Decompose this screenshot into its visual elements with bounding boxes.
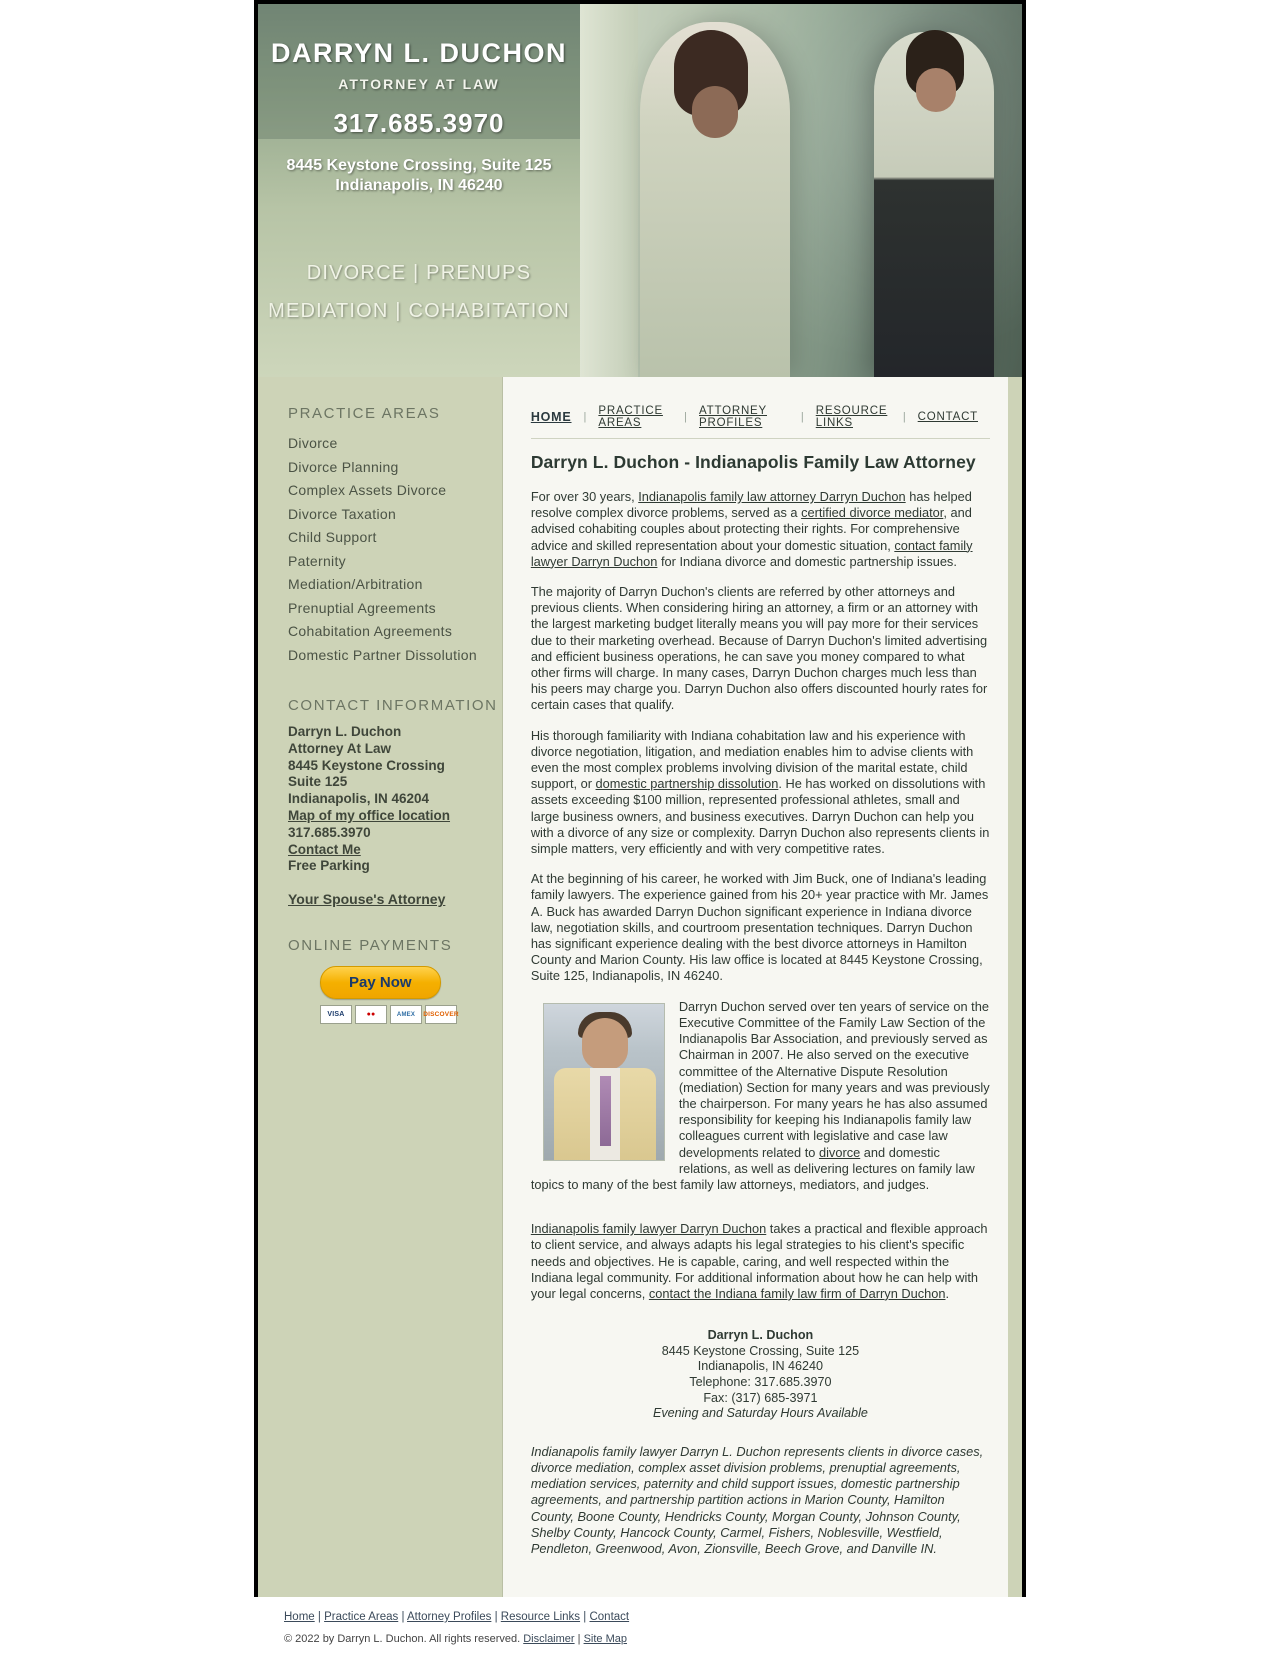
intro-text-a: For over 30 years, <box>530 489 639 504</box>
photo-figure-man <box>874 32 994 377</box>
map-office-location-link[interactable]: Map of my office location <box>288 807 451 823</box>
site-header-banner <box>258 4 1022 377</box>
header-phone: 317.685.3970 <box>333 108 505 138</box>
experience-text-b: . He has worked on dissolutions with assets exceeding $100 million, represented professional athletes, small and large business owners, and business executives. Darryn Duchon can help you with a divorce of any size or complexity. Darryn Duchon also represents clients in simple matters, very efficiently and with very competitive rates. <box>530 776 990 857</box>
footer-link-resource-links[interactable]: Resource Links <box>500 1611 581 1624</box>
link-contact-family-lawyer[interactable]: contact family lawyer Darryn Duchon <box>530 537 973 569</box>
contact-city-state-zip: Indianapolis, IN 46204 <box>288 791 430 807</box>
header-tagline-line1: DIVORCE | PRENUPS <box>306 262 532 284</box>
nav-resource-links[interactable]: RESOURCE LINKS <box>815 405 888 429</box>
online-payments-block <box>288 966 502 1024</box>
nav-separator: | <box>902 411 906 423</box>
nav-separator: | <box>684 411 688 423</box>
signature-telephone: Telephone: 317.685.3970 <box>689 1374 832 1389</box>
link-indianapolis-family-lawyer[interactable]: Indianapolis family lawyer Darryn Duchon <box>530 1221 767 1237</box>
sidebar-item-child-support[interactable]: Child Support <box>288 529 377 545</box>
contact-suite: Suite 125 <box>288 774 348 790</box>
signature-city: Indianapolis, IN 46240 <box>697 1359 824 1374</box>
footer-link-contact[interactable]: Contact <box>589 1611 630 1624</box>
contact-information-heading: CONTACT INFORMATION <box>288 697 498 714</box>
intro-text-c: , and advised cohabiting couples about protecting their rights. For comprehensive advice and skilled representation about your domestic situation, <box>530 505 972 553</box>
approach-paragraph <box>531 1221 990 1302</box>
sidebar-item-complex-assets-divorce[interactable]: Complex Assets Divorce <box>288 482 447 498</box>
body-row <box>258 377 1022 1597</box>
sidebar-item-divorce-planning[interactable]: Divorce Planning <box>288 458 399 475</box>
nav-separator: | <box>800 411 804 423</box>
intro-paragraph <box>531 489 990 570</box>
content-panel <box>502 377 1008 1597</box>
contact-phone: 317.685.3970 <box>288 824 371 840</box>
signature-street: 8445 Keystone Crossing, Suite 125 <box>661 1343 860 1358</box>
footer-separator: | <box>583 1611 587 1624</box>
sidebar-item-divorce-taxation[interactable]: Divorce Taxation <box>288 505 397 522</box>
page-title: Darryn L. Duchon - Indianapolis Family Law Attorney <box>530 452 976 472</box>
contact-street: 8445 Keystone Crossing <box>288 757 445 773</box>
nav-contact[interactable]: CONTACT <box>917 411 978 423</box>
footer-link-attorney-profiles[interactable]: Attorney Profiles <box>407 1611 492 1624</box>
content-column <box>502 377 1022 1597</box>
practice-areas-heading: PRACTICE AREAS <box>288 405 441 422</box>
link-certified-divorce-mediator[interactable]: certified divorce mediator <box>801 505 944 521</box>
footer-separator: | <box>317 1611 321 1624</box>
experience-text-a: His thorough familiarity with Indiana cohabitation law and his experience with divorce negotiation, litigation, and mediation enables him to advise clients with even the most complex problems involving division of the marital estate, child support, or <box>530 727 974 792</box>
sidebar-item-paternity[interactable]: Paternity <box>288 552 346 569</box>
footer <box>254 1597 1026 1665</box>
amex-card-icon: AMEX <box>390 1005 422 1024</box>
nav-attorney-profiles[interactable]: ATTORNEY PROFILES <box>699 405 767 429</box>
intro-text-b: has helped resolve complex divorce problems, served as a <box>530 489 972 521</box>
link-indianapolis-family-law-attorney[interactable]: Indianapolis family law attorney Darryn Duchon <box>638 489 906 504</box>
contact-name: Darryn L. Duchon <box>288 724 402 739</box>
sidebar-item-cohabitation-agreements[interactable]: Cohabitation Agreements <box>288 623 453 639</box>
bio-text-a: Darryn Duchon served over ten years of service on the Executive Committee of the Family Law Section of the Indianapolis Bar Association, and previously served as Chairman in 2007. He also served on the executive committee of the Alternative Dispute Resolution (mediation) Section for many years and was previously the chairperson. For many years he has also assumed responsibility for keeping his Indianapolis family law colleagues current with legislative and case law developments related to <box>678 998 990 1160</box>
bio-section <box>531 999 990 1207</box>
signature-fax: Fax: (317) 685-3971 <box>703 1390 818 1405</box>
signature-hours: Evening and Saturday Hours Available <box>652 1406 868 1421</box>
firm-subtitle: ATTORNEY AT LAW <box>338 76 500 92</box>
contact-title: Attorney At Law <box>288 740 392 756</box>
copyright-text: © 2022 by Darryn L. Duchon. All rights reserved. <box>284 1633 521 1646</box>
footer-link-disclaimer[interactable]: Disclaimer <box>523 1633 575 1646</box>
pay-now-button[interactable]: Pay Now <box>320 966 441 999</box>
online-payments-heading: ONLINE PAYMENTS <box>288 937 453 955</box>
footer-copyright <box>284 1633 1026 1645</box>
photo-figure-woman <box>640 22 790 377</box>
nav-separator: | <box>583 411 587 423</box>
experience-paragraph <box>531 728 990 858</box>
sidebar <box>258 377 502 1597</box>
contact-me-link[interactable]: Contact Me <box>288 841 361 857</box>
nav-practice-areas[interactable]: PRACTICE AREAS <box>598 405 663 429</box>
site-frame <box>254 0 1026 1597</box>
sidebar-item-domestic-partner-dissolution[interactable]: Domestic Partner Dissolution <box>288 646 477 663</box>
bio-text-b: and domestic relations, as well as delivering lectures on family law topics to many of the best family law attorneys, mediators, and judges. <box>530 1144 975 1192</box>
photo-wall <box>580 4 638 377</box>
firm-name: DARRYN L. DUCHON <box>271 38 567 68</box>
footer-navigation <box>284 1611 1026 1623</box>
footer-link-practice-areas[interactable]: Practice Areas <box>324 1611 399 1624</box>
header-tagline <box>258 254 580 330</box>
service-area-disclaimer: Indianapolis family lawyer Darryn L. Duchon represents clients in divorce cases, divorce mediation, complex asset division problems, prenuptial agreements, mediation services, paternity and child support issues, domestic partnership agreements, and partnership partition actions in Marion County, Hamilton County, Boone County, Hendricks County, Morgan County, Johnson County, Shelby County, Hancock County, Carmel, Fishers, Noblesville, Westfield, Pendleton, Greenwood, Avon, Zionsville, Beech Grove, and Danville IN. <box>530 1443 984 1556</box>
footer-separator: | <box>494 1611 498 1624</box>
top-navigation <box>531 405 990 439</box>
sidebar-item-mediation-arbitration[interactable]: Mediation/Arbitration <box>288 576 423 592</box>
attorney-portrait <box>543 1003 665 1161</box>
approach-text-a: takes a practical and flexible approach to client service, and always adapts his legal strategies to his client's specific needs and objectives. He is capable, caring, and well respected within the Indiana legal community. For additional information about how he can help with your legal concerns, <box>530 1221 988 1301</box>
header-address-line1: 8445 Keystone Crossing, Suite 125 <box>286 157 552 174</box>
footer-link-home[interactable]: Home <box>284 1611 315 1624</box>
mastercard-icon: ●● <box>355 1005 387 1024</box>
sidebar-item-prenuptial-agreements[interactable]: Prenuptial Agreements <box>288 599 436 616</box>
header-tagline-line2: MEDIATION | COHABITATION <box>268 300 570 322</box>
accepted-cards <box>320 1005 502 1024</box>
portrait-tie <box>600 1076 611 1146</box>
link-contact-law-firm[interactable]: contact the Indiana family law firm of Darryn Duchon <box>648 1285 946 1301</box>
banner-photograph <box>580 4 1022 377</box>
career-paragraph: At the beginning of his career, he worked with Jim Buck, one of Indiana's leading family lawyers. The experience gained from his 20+ year practice with Mr. James A. Buck has awarded Darryn Duchon significant experience in Indiana divorce law, negotiation skills, and courtroom presentation techniques. Darryn Duchon has significant experience dealing with the best divorce attorneys in Hamilton County and Marion County. His law office is located at 8445 Keystone Crossing, Suite 125, Indianapolis, IN 46240. <box>530 871 989 984</box>
intro-text-d: for Indiana divorce and domestic partnership issues. <box>657 553 957 569</box>
referrals-paragraph: The majority of Darryn Duchon's clients are referred by other attorneys and previous clients. When considering hiring an attorney, a firm or an attorney with the largest marketing budget literally means you will pay more for their services due to their marketing overhead. Because of Darryn Duchon's limited advertising and efficient business operations, he can save you money compared to what other firms will charge. In many cases, Darryn Duchon charges much less than his peers may charge you. Darryn Duchon also offers discounted hourly rates for certain cases that qualify. <box>530 584 988 713</box>
signature-name: Darryn L. Duchon <box>707 1328 814 1343</box>
link-domestic-partnership-dissolution[interactable]: domestic partnership dissolution <box>595 776 779 792</box>
sidebar-item-divorce[interactable]: Divorce <box>288 435 338 451</box>
your-spouses-attorney-link[interactable]: Your Spouse's Attorney <box>288 891 446 908</box>
header-address <box>258 156 580 196</box>
discover-card-icon: DISCOVER <box>425 1005 457 1024</box>
visa-card-icon: VISA <box>320 1005 352 1024</box>
contact-information-block <box>288 724 502 875</box>
footer-link-site-map[interactable]: Site Map <box>583 1633 627 1646</box>
footer-separator: | <box>577 1633 581 1646</box>
link-divorce[interactable]: divorce <box>818 1144 861 1160</box>
free-parking-note: Free Parking <box>288 858 370 874</box>
signature-block <box>531 1328 990 1422</box>
nav-home[interactable]: HOME <box>530 410 572 424</box>
portrait-head <box>582 1018 628 1070</box>
header-address-line2: Indianapolis, IN 46240 <box>335 177 503 194</box>
footer-separator: | <box>401 1611 405 1624</box>
approach-text-b: . <box>945 1285 950 1301</box>
